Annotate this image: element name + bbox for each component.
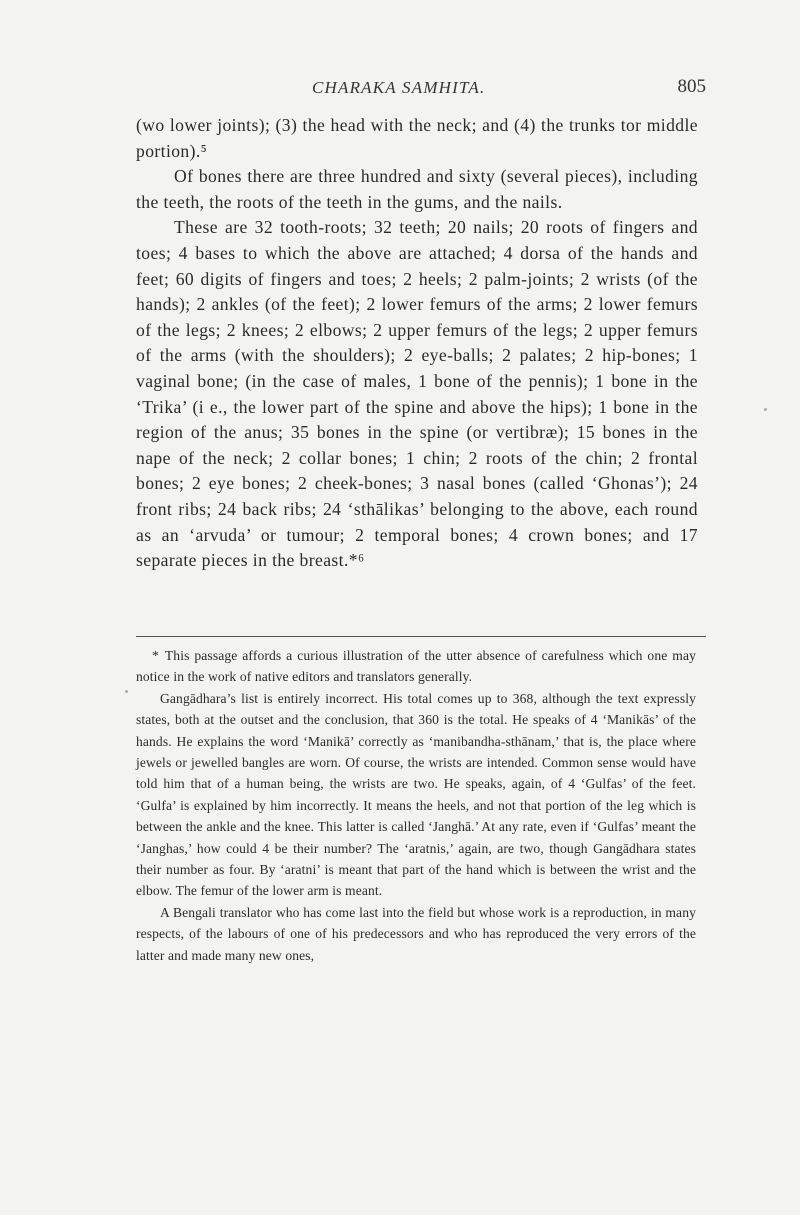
footnote-paragraph: A Bengali translator who has come last into the field but whose work is a reproduction, in many respects, of the labours of one of his predecessors and who has reproduced the very errors of the latter and made many new ones,	[136, 904, 696, 963]
footnote-divider	[136, 636, 706, 637]
body-paragraph: (wo lower joints); (3) the head with the neck; and (4) the trunks tor middle portion).⁵	[136, 115, 698, 161]
main-text	[136, 113, 698, 574]
footnote-paragraph: Gangādhara’s list is entirely incorrect. His total comes up to 368, although the text expressly states, both at the outset and the conclusion, that 360 is the total. He speaks of 4 ‘Manikās’ of the hands. He explains the word ‘Manikā’ correctly as ‘manibandha-sthānam,’ that is, the place where jewels or jewelled bangles are worn. Of course, the wrists are intended. Common sense would have told him that of a human being, the wrists are two. He speaks, again, of 4 ‘Gulfas’ of the feet. ‘Gulfa’ is explained by him incorrectly. It means the heels, and not that portion of the leg which is between the ankle and the knee. This latter is called ‘Janghā.’ At any rate, even if ‘Gulfas’ meant the ‘Janghas,’ how could 4 be their number? The ‘aratnis,’ again, are two, though Gangādhara states their number as four. By ‘aratni’ is meant that part of the hand which is between the wrist and the elbow. The femur of the lower arm is meant.	[136, 690, 696, 899]
paper-speck	[125, 690, 128, 693]
page-number: 805	[677, 76, 706, 97]
footnote-marker: *	[152, 648, 159, 663]
paper-speck	[764, 408, 767, 411]
footnotes	[136, 645, 696, 966]
body-paragraph: These are 32 tooth-roots; 32 teeth; 20 nails; 20 roots of fingers and toes; 4 bases to which the above are attached; 4 dorsa of the hands and feet; 60 digits of fingers and toes; 2 heels; 2 palm-joints; 2 wrists (of the hands); 2 ankles (of the feet); 2 lower femurs of the arms; 2 lower femurs of the legs; 2 knees; 2 elbows; 2 upper femurs of the legs; 2 upper femurs of the arms (with the shoulders); 2 eye-balls; 2 palates; 2 hip-bones; 1 vaginal bone; (in the case of males, 1 bone of the pennis); 1 bone in the ‘Trika’ (i e., the lower part of the spine and above the hips); 1 bone in the region of the anus; 35 bones in the spine (or vertibræ); 15 bones in the nape of the neck; 2 collar bones; 1 chin; 2 roots of the chin; 2 frontal bones; 2 eye bones; 2 cheek-bones; 3 nasal bones (called ‘Ghonas’); 24 front ribs; 24 back ribs; 24 ‘sthālikas’ belonging to the above, each round as an ‘arvuda’ or tumour; 2 temporal bones; 4 crown bones; and 17 separate pieces in the breast.*⁶	[136, 217, 698, 571]
running-head	[136, 76, 706, 104]
footnote-paragraph	[136, 645, 696, 688]
running-head-title: CHARAKA SAMHITA.	[312, 78, 486, 97]
footnote-text: This passage affords a curious illustration of the utter absence of carefulness which one may notice in the work of native editors and translators generally.	[136, 648, 696, 685]
body-paragraph: Of bones there are three hundred and sixty (several pieces), including the teeth, the roots of the teeth in the gums, and the nails.	[136, 166, 698, 212]
